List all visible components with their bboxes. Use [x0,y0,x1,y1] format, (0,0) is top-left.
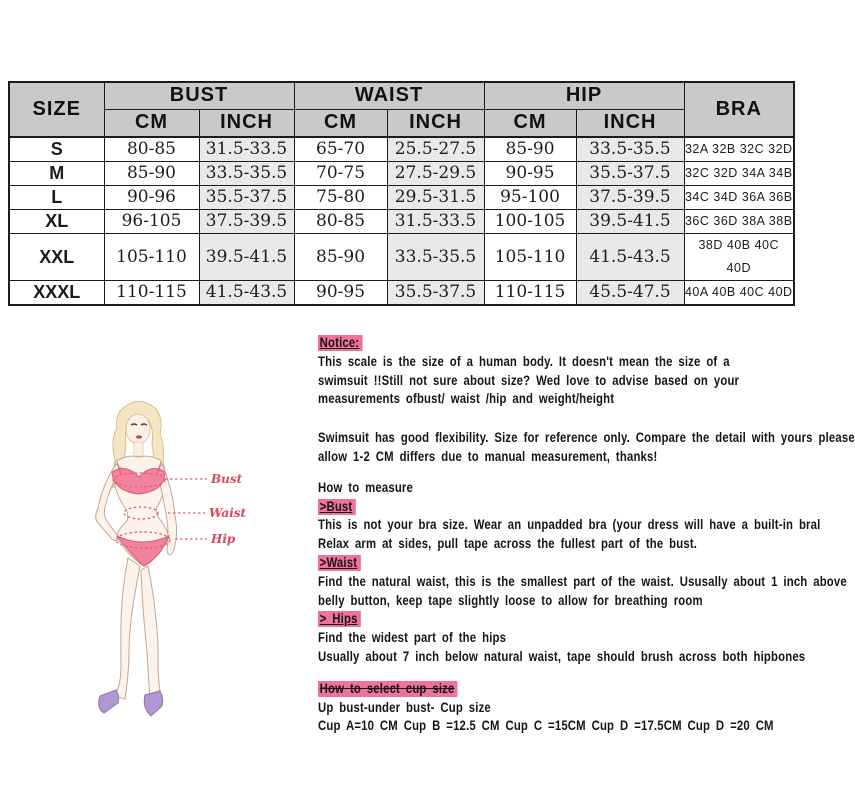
bust-instruction-line: This is not your bra size. Wear an unpadded bra (your dress will have a built-in bral [318,517,821,533]
cell-bust-cm: 90-96 [104,186,199,210]
right-shoe [144,691,162,716]
col-header-hip: HIP [484,82,684,109]
cell-waist-cm: 75-80 [294,186,387,210]
cell-bust-inch: 39.5-41.5 [199,234,294,281]
cell-bust-cm: 85-90 [104,162,199,186]
how-to-measure-heading: How to measure [318,479,413,495]
table-row-xxxl [9,281,794,306]
neck [134,442,143,456]
cell-waist-inch: 35.5-37.5 [387,281,484,306]
flexibility-note-line: Swimsuit has good flexibility. Size for reference only. Compare the detail with yours please [318,430,855,446]
cell-hip-inch: 45.5-47.5 [576,281,684,306]
cell-bra: 34C 34D 36A 36B [684,186,794,210]
notice-line: swimsuit !!Still not sure about size? Wed love to advise based on your [318,372,740,388]
cell-bust-inch: 31.5-33.5 [199,137,294,162]
hip-label: Hip [211,532,236,546]
cell-bust-inch: 35.5-37.5 [199,186,294,210]
cell-size: XL [9,210,104,234]
table-row-s [9,137,794,162]
cell-waist-cm: 85-90 [294,234,387,281]
cup-size-heading: How to select cup size [318,681,458,697]
bust-label: Bust [211,472,243,486]
flexibility-note-line: allow 1-2 CM differs due to manual measurement, thanks! [318,448,658,464]
table-row-xl [9,210,794,234]
cell-waist-inch: 31.5-33.5 [387,210,484,234]
col-header-bust: BUST [104,82,294,109]
table-row-xxl [9,234,794,281]
cup-size-line: Cup A=10 CM Cup B =12.5 CM Cup C =15CM Cup D =17.5CM Cup D =20 CM [318,718,774,734]
cell-hip-inch: 35.5-37.5 [576,162,684,186]
col-header-waist: WAIST [294,82,484,109]
cell-bra: 40A 40B 40C 40D [684,281,794,306]
lips [136,435,142,438]
cell-hip-cm: 90-95 [484,162,576,186]
cell-bra: 36C 36D 38A 38B [684,210,794,234]
cell-bust-cm: 80-85 [104,137,199,162]
subheader-waist-inch: INCH [387,109,484,137]
cell-size: S [9,137,104,162]
cell-hip-inch: 33.5-35.5 [576,137,684,162]
cell-waist-cm: 90-95 [294,281,387,306]
notice-heading: Notice: [318,335,363,351]
measurement-figure-illustration [55,390,315,725]
left-leg [114,558,140,699]
waist-instruction-line: Find the natural waist, this is the smallest part of the waist. Ususally about 1 inch above [318,573,847,589]
cell-size: M [9,162,104,186]
cell-bust-cm: 110-115 [104,281,199,306]
cup-size-line: Up bust-under bust- Cup size [318,699,491,715]
cell-hip-cm: 110-115 [484,281,576,306]
cell-hip-cm: 100-105 [484,210,576,234]
subheader-bust-cm: CM [104,109,199,137]
hips-section-heading: > Hips [318,611,361,627]
cell-bust-cm: 96-105 [104,210,199,234]
cell-bra: 32C 32D 34A 34B [684,162,794,186]
waist-label: Waist [209,506,247,520]
subheader-hip-inch: INCH [576,109,684,137]
cell-waist-inch: 29.5-31.5 [387,186,484,210]
cell-bust-cm: 105-110 [104,234,199,281]
bust-section-heading: >Bust [318,499,356,515]
waist-section-heading: >Waist [318,555,360,571]
cell-bra: 38D 40B 40C 40D [684,234,794,281]
bust-instruction-line: Relax arm at sides, pull tape across the fullest part of the bust. [318,536,698,552]
table-row-m [9,162,794,186]
cell-hip-cm: 95-100 [484,186,576,210]
cell-hip-inch: 41.5-43.5 [576,234,684,281]
cell-waist-inch: 27.5-29.5 [387,162,484,186]
cell-bust-inch: 41.5-43.5 [199,281,294,306]
cell-size: XXXL [9,281,104,306]
right-leg [141,566,161,701]
cell-size: L [9,186,104,210]
subheader-hip-cm: CM [484,109,576,137]
cell-waist-cm: 65-70 [294,137,387,162]
hips-instruction-line: Usually about 7 inch below natural waist, tape should brush across both hipbones [318,648,806,664]
size-chart-table [8,81,795,306]
cell-hip-cm: 105-110 [484,234,576,281]
cell-waist-inch: 25.5-27.5 [387,137,484,162]
cell-bust-inch: 37.5-39.5 [199,210,294,234]
face [126,414,150,444]
hips-instruction-line: Find the widest part of the hips [318,630,507,646]
cell-bra: 32A 32B 32C 32D [684,137,794,162]
cell-waist-cm: 80-85 [294,210,387,234]
cell-hip-inch: 37.5-39.5 [576,186,684,210]
notice-line: This scale is the size of a human body. It doesn't mean the size of a [318,353,730,369]
waist-instruction-line: belly button, keep tape slightly loose to allow for breathing room [318,592,703,608]
subheader-bust-inch: INCH [199,109,294,137]
cell-waist-inch: 33.5-35.5 [387,234,484,281]
col-header-bra: BRA [684,82,794,137]
col-header-size: SIZE [9,82,104,137]
notice-line: measurements ofbust/ waist /hip and weight/height [318,391,615,407]
cell-bust-inch: 33.5-35.5 [199,162,294,186]
cell-hip-inch: 39.5-41.5 [576,210,684,234]
cell-hip-cm: 85-90 [484,137,576,162]
left-shoe [99,690,119,713]
cell-waist-cm: 70-75 [294,162,387,186]
cell-size: XXL [9,234,104,281]
size-guide-text-column [318,334,855,736]
table-row-l [9,186,794,210]
woman-sketch [55,390,315,725]
subheader-waist-cm: CM [294,109,387,137]
